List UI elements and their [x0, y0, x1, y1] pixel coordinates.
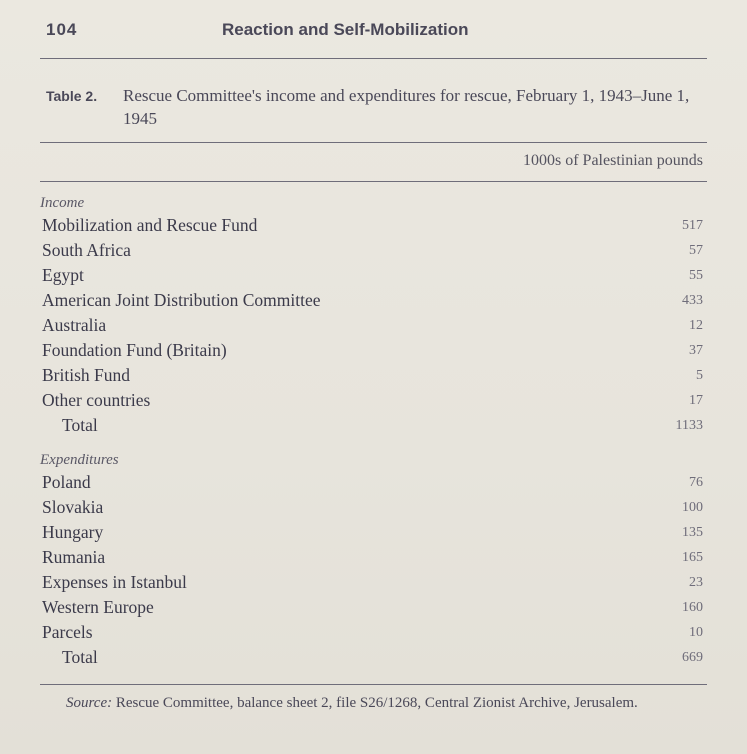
table-row — [40, 470, 707, 495]
row-value: 5 — [696, 368, 703, 383]
row-label: British Fund — [42, 365, 131, 385]
row-label: Slovakia — [42, 497, 104, 517]
table-row — [40, 595, 707, 620]
table-caption — [46, 84, 707, 130]
row-value: 100 — [682, 500, 703, 515]
row-value: 160 — [682, 600, 703, 615]
row-value: 76 — [689, 475, 703, 490]
page-number: 104 — [46, 20, 78, 39]
table-row — [40, 288, 707, 313]
row-value: 23 — [689, 575, 703, 590]
running-head — [46, 20, 707, 44]
table-row — [40, 620, 707, 645]
row-label: Foundation Fund (Britain) — [42, 340, 227, 360]
total-value: 1133 — [675, 418, 703, 433]
row-label: Poland — [42, 472, 91, 492]
income-total-row — [40, 413, 707, 438]
table-row — [40, 313, 707, 338]
table-row — [40, 570, 707, 595]
unit-header: 1000s of Palestinian pounds — [523, 152, 703, 169]
row-label: Rumania — [42, 547, 106, 567]
source-note — [38, 693, 707, 714]
row-value: 165 — [682, 550, 703, 565]
row-label: American Joint Distribution Committee — [42, 290, 321, 310]
income-heading: Income — [40, 195, 85, 211]
total-value: 669 — [682, 650, 703, 665]
unit-rule — [40, 181, 707, 182]
table-row — [40, 263, 707, 288]
row-value: 135 — [682, 525, 703, 540]
row-value: 57 — [689, 243, 703, 258]
source-lead: Source: — [66, 695, 113, 711]
row-label: Expenses in Istanbul — [42, 572, 187, 592]
row-label: Australia — [42, 315, 107, 335]
row-value: 55 — [689, 268, 703, 283]
table-row — [40, 238, 707, 263]
data-table — [40, 193, 707, 670]
table-caption-text: Rescue Committee's income and expenditures for rescue, February 1, 1943–June 1, 1945 — [123, 86, 690, 128]
chapter-title: Reaction and Self-Mobilization — [222, 20, 469, 39]
row-value: 17 — [689, 393, 703, 408]
table-row — [40, 520, 707, 545]
caption-rule — [40, 142, 707, 143]
row-label: Hungary — [42, 522, 104, 542]
row-value: 10 — [689, 625, 703, 640]
row-label: South Africa — [42, 240, 131, 260]
total-label: Total — [62, 415, 98, 435]
section-gap — [40, 438, 707, 450]
row-label: Egypt — [42, 265, 84, 285]
total-label: Total — [62, 647, 98, 667]
row-label: Parcels — [42, 622, 93, 642]
table-label: Table 2. — [46, 88, 98, 104]
table-row — [40, 545, 707, 570]
row-value: 37 — [689, 343, 703, 358]
table-row — [40, 338, 707, 363]
table-row — [40, 388, 707, 413]
row-label: Western Europe — [42, 597, 154, 617]
source-text: Rescue Committee, balance sheet 2, file S26/1268, Central Zionist Archive, Jerusalem. — [115, 695, 638, 711]
row-value: 517 — [682, 218, 703, 233]
expenditures-heading: Expenditures — [40, 452, 119, 468]
header-rule — [40, 58, 707, 59]
row-value: 12 — [689, 318, 703, 333]
table-row — [40, 213, 707, 238]
expenditures-total-row — [40, 645, 707, 670]
row-label: Mobilization and Rescue Fund — [42, 215, 258, 235]
source-rule — [40, 684, 707, 685]
row-value: 433 — [682, 293, 703, 308]
row-label: Other countries — [42, 390, 151, 410]
table-row — [40, 495, 707, 520]
table-row — [40, 363, 707, 388]
